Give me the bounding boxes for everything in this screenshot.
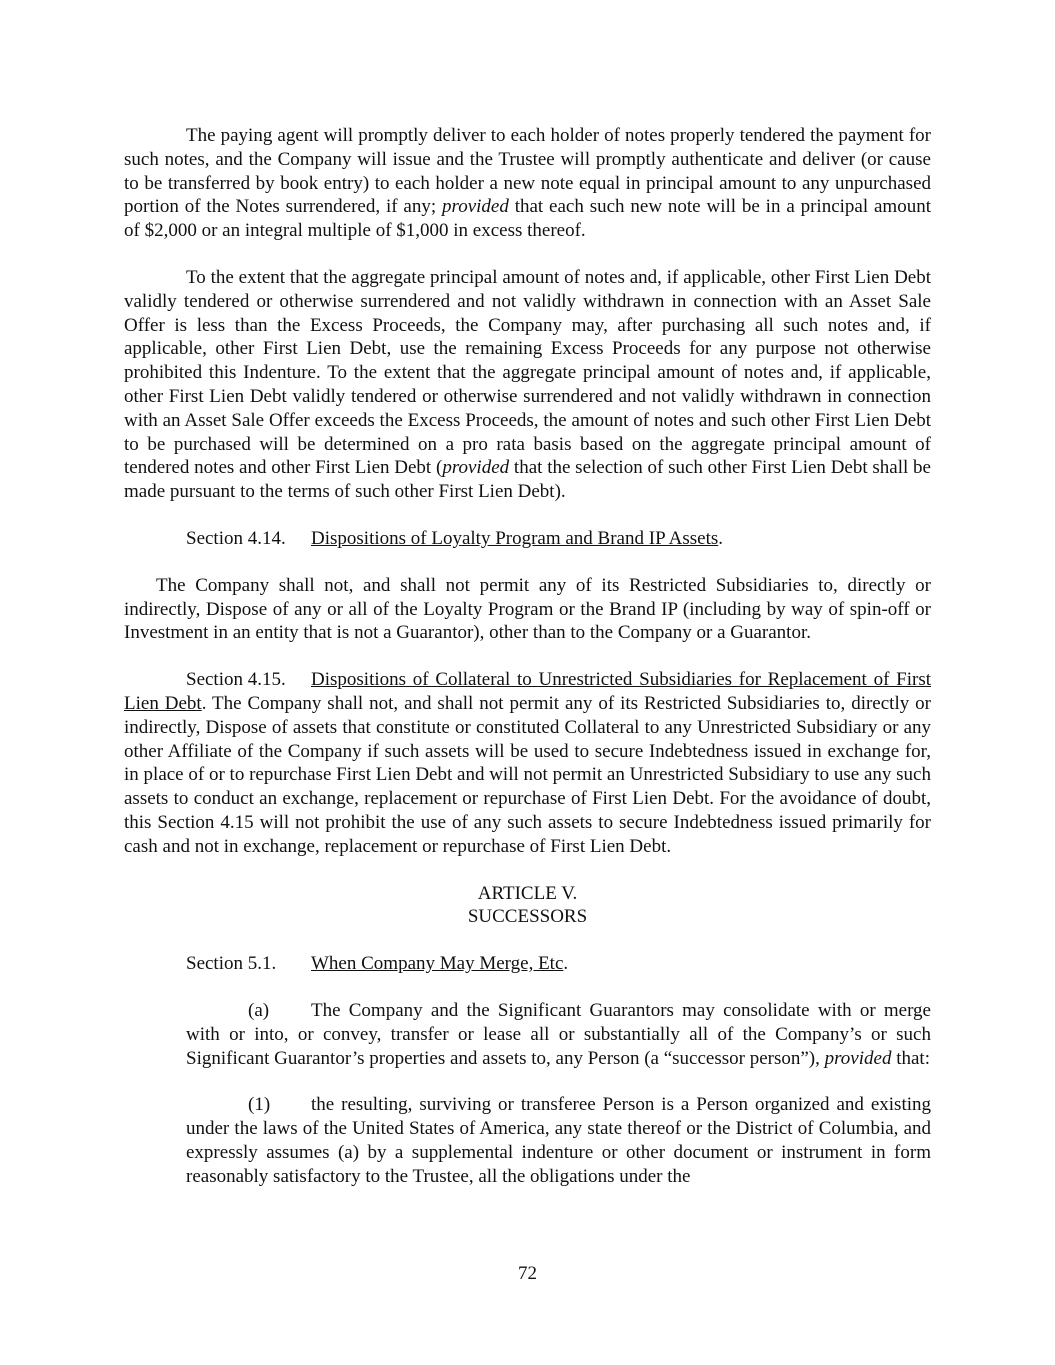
section-body: . The Company shall not, and shall not permit any of its Restricted Subsidiaries to, directly or indirectly, Dispose of assets that constitute or constituted Collateral to any Unrestricted Subsidiary or any other Affiliate of the Company if such assets will be used to secure Indebtedness issued in exchange for, in place of or to repurchase First Lien Debt and will not permit an Unrestricted Subsidiary to use any such assets to conduct an exchange, replacement or repurchase of First Lien Debt. For the avoidance of doubt, this Section 4.15 will not prohibit the use of any such assets to secure Indebtedness issued primarily for cash and not in exchange, replacement or repurchase of First Lien Debt.: [124, 692, 931, 857]
text-run: that each such new note will be in a principal amount of $2,000 or an integral multiple of $1,000 in excess thereof.: [124, 196, 931, 242]
section-4-15-paragraph: [124, 668, 931, 858]
italic-provided: provided: [442, 196, 509, 218]
section-4-14-body: The Company shall not, and shall not permit any of its Restricted Subsidiaries to, directly or indirectly, Dispose of any or all of the Loyalty Program or the Brand IP (including by way of spin-off or Investment in an entity that is not a Guarantor), other than to the Company or a Guarantor.: [124, 574, 931, 644]
italic-provided: provided: [824, 1047, 892, 1069]
text-run: To the extent that the aggregate principal amount of notes and, if applicable, other First Lien Debt validly tendered or otherwise surrendered and not validly withdrawn in connection with an Asset Sale Offer is less than the Excess Proceeds, the Company may, after purchasing all such notes and, if applicable, other First Lien Debt, use the remaining Excess Proceeds for any purpose not otherwise prohibited this Indenture. To the extent that the aggregate principal amount of notes and, if applicable, other First Lien Debt validly tendered or otherwise surrendered and not validly withdrawn in connection with an Asset Sale Offer exceeds the Excess Proceeds, the amount of notes and such other First Lien Debt to be purchased will be determined on a pro rata basis based on the aggregate principal amount of tendered notes and other First Lien Debt (: [124, 266, 931, 479]
paragraph-paying-agent: [124, 124, 931, 243]
clause-label: (a): [248, 999, 270, 1021]
section-number: Section 4.15.: [186, 669, 286, 691]
section-title: When Company May Merge, Etc: [311, 953, 564, 975]
page-number: 72: [518, 1263, 537, 1284]
article-title: SUCCESSORS: [467, 906, 588, 928]
clause-body: The Company and the Significant Guarantors may consolidate with or merge with or into, or convey, transfer or lease all or substantially all of the Company’s or such Significant Guarantor’s properties and assets to, any Person (a “successor person”),: [186, 999, 931, 1069]
italic-provided: provided: [442, 457, 510, 479]
clause-body: the resulting, surviving or transferee Person is a Person organized and existing under the laws of the United States of America, any state thereof or the District of Columbia, and expressly assumes (a) by a supplemental indenture or other document or instrument in form reasonably satisfactory to the Trustee, all the obligations under the: [186, 1094, 931, 1187]
section-4-14-heading: [124, 527, 931, 551]
article-heading: [124, 882, 931, 930]
text-run: .: [563, 953, 569, 975]
clause-1-text: [186, 1093, 931, 1188]
clause-1: [124, 1093, 931, 1188]
text-run: that:: [891, 1047, 930, 1069]
clause-label: (1): [248, 1094, 271, 1116]
section-number: Section 5.1.: [186, 953, 277, 975]
text-run: .: [718, 527, 723, 549]
paragraph-excess-proceeds: [124, 266, 931, 504]
section-title: Dispositions of Loyalty Program and Brand IP Assets: [311, 527, 719, 549]
section-5-1-heading: [124, 952, 931, 976]
document-page: [124, 124, 931, 1188]
clause-a-text: [186, 999, 931, 1070]
article-number: ARTICLE V.: [477, 882, 578, 904]
section-title: Dispositions of Collateral to Unrestricted Subsidiaries for Replacement of First Lien Debt: [124, 669, 931, 714]
section-number: Section 4.14.: [186, 527, 286, 549]
text-run: The paying agent will promptly deliver to each holder of notes properly tendered the payment for such notes, and the Company will issue and the Trustee will promptly authenticate and deliver (or cause to be transferred by book entry) to each holder a new note equal in principal amount to any unpurchased portion of the Notes surrendered, if any;: [124, 125, 931, 218]
text-run: that the selection of such other First Lien Debt shall be made pursuant to the terms of such other First Lien Debt).: [124, 457, 931, 503]
clause-a: [124, 999, 931, 1070]
